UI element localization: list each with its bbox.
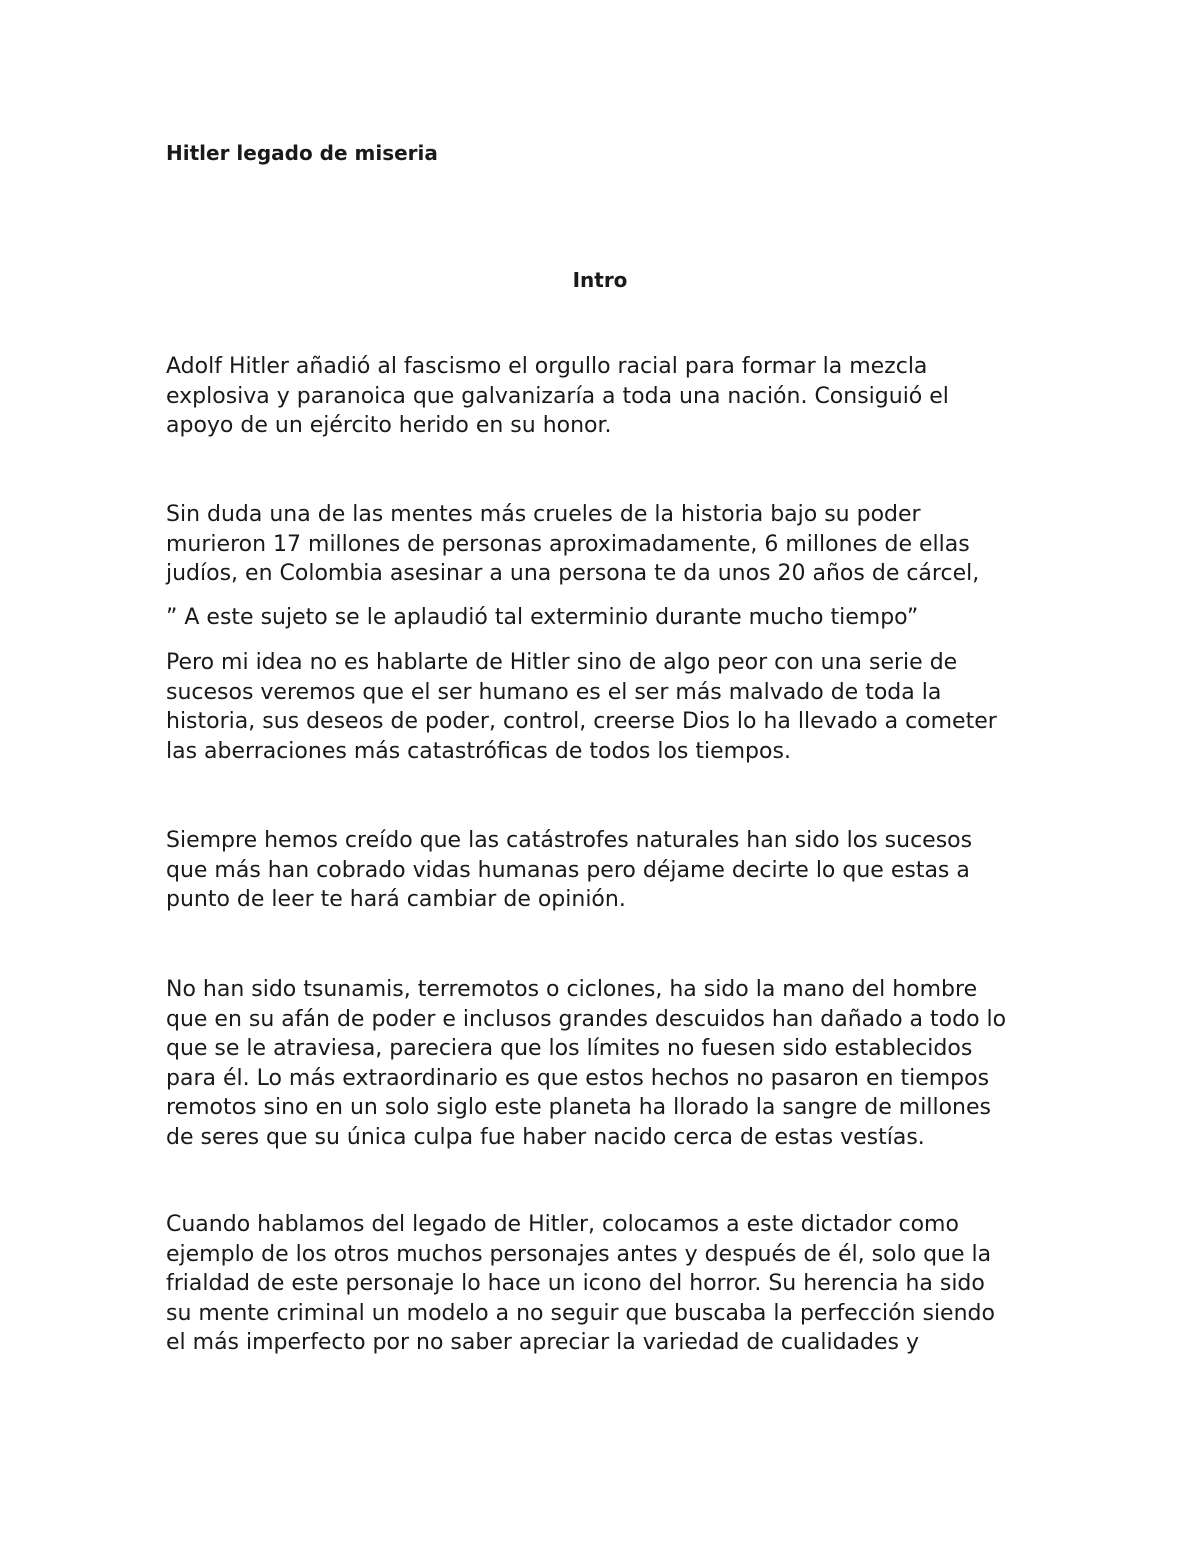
paragraph-6: No han sido tsunamis, terremotos o ciclones, ha sido la mano del hombre que en su afán de poder e inclusos grandes descuidos han dañado a todo lo que se le atraviesa, pareciera que los límites no fuesen sido establecidos para él. Lo más extraordinario es que estos hechos no pasaron en tiempos remotos sino en un solo siglo este planeta ha llorado la sangre de millones de seres que su única culpa fue haber nacido cerca de estas vestías. [166,977,1007,1150]
paragraph-4: Pero mi idea no es hablarte de Hitler sino de algo peor con una serie de sucesos veremos que el ser humano es el ser más malvado de toda la historia, sus deseos de poder, control, creerse Dios lo ha llevado a cometer las aberraciones más catastróficas de todos los tiempos. [166,650,997,764]
document-title: Hitler legado de miseria [166,141,438,165]
paragraph-2: Sin duda una de las mentes más crueles de la historia bajo su poder murieron 17 millones de personas aproximadamente, 6 millones de ellas judíos, en Colombia asesinar a una persona te da unos 20 años de cárcel, [166,502,980,586]
paragraph-5: Siempre hemos creído que las catástrofes naturales han sido los sucesos que más han cobrado vidas humanas pero déjame decirte lo que estas a punto de leer te hará cambiar de opinión. [166,828,973,912]
section-heading-intro: Intro [572,268,628,292]
paragraph-7: Cuando hablamos del legado de Hitler, colocamos a este dictador como ejemplo de los otros muchos personajes antes y después de él, solo que la frialdad de este personaje lo hace un icono del horror. Su herencia ha sido su mente criminal un modelo a no seguir que buscaba la perfección siendo el más imperfecto por no saber apreciar la variedad de cualidades y [166,1212,995,1355]
paragraph-quote: ” A este sujeto se le aplaudió tal exterminio durante mucho tiempo” [166,605,919,630]
paragraph-1: Adolf Hitler añadió al fascismo el orgullo racial para formar la mezcla explosiva y paranoica que galvanizaría a toda una nación. Consiguió el apoyo de un ejército herido en su honor. [166,354,949,438]
